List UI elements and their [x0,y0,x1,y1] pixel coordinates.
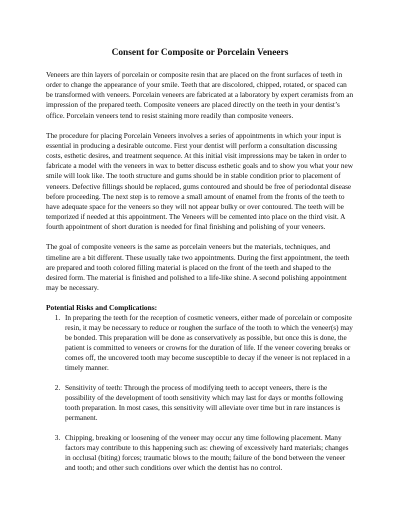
risk-item: 1. In preparing the teeth for the reception of cosmetic veneers, either made of porcelain or composite resin, it may be necessary to reduce or roughen the surface of the tooth to which the veneer(s) may be bonded. This preparation will be done as conservatively as possible, but once this is done, the patient is committed to veneers or crowns for the duration of life. If the veneer covering breaks or comes off, the uncovered tooth may become susceptible to decay if the veneer is not replaced in a timely manner. [62,313,354,373]
risk-item: 2. Sensitivity of teeth: Through the process of modifying teeth to accept veneers, there is the possibility of the development of tooth sensitivity which may last for days or months following tooth preparation. In most cases, this sensitivity will alleviate over time but in rare instances is permanent. [62,383,354,423]
risks-heading: Potential Risks and Complications: [46,303,158,313]
intro-paragraph: Veneers are thin layers of porcelain or composite resin that are placed on the front surfaces of teeth in order to change the appearance of your smile. Teeth that are discolored, chipped, rotated, or spaced can be transformed with veneers. Porcelain veneers are fabricated at a laboratory by expert ceramists from an impression of the prepared teeth. Composite veneers are placed directly on the teeth in your dentist’s office. Porcelain veneers tend to resist staining more readily than composite veneers. [46,70,354,120]
risk-item: 3. Chipping, breaking or loosening of the veneer may occur any time following placement. Many factors may contribute to this happening such as: chewing of excessively hard materials; changes in occlusal (biting) forces; traumatic blows to the mouth; failure of the bond between the veneer and tooth; and other such conditions over which the dentist has no control. [62,433,354,473]
risks-list [46,313,354,472]
procedure-paragraph: The procedure for placing Porcelain Veneers involves a series of appointments in which your input is essential in producing a desirable outcome. First your dentist will perform a consultation discussing costs, esthetic desires, and treatment sequence. At this initial visit impressions may be taken in order to fabricate a model with the veneers in wax to better discuss esthetic goals and to show you what your new smile will look like. The tooth structure and gums should be in stable condition prior to placement of veneers. Defective fillings should be replaced, gums contoured and should be free of periodontal disease before proceeding. The next step is to remove a small amount of enamel from the fronts of the teeth to have adequate space for the veneers so they will not appear bulky or over contoured. The teeth will be temporized if needed at this appointment. The Veneers will be cemented into place on the third visit. A fourth appointment of short duration is needed for final finishing and polishing of your veneers. [46,130,353,232]
document-title: Consent for Composite or Porcelain Veneers [111,48,289,58]
composite-paragraph: The goal of composite veneers is the same as porcelain veneers but the materials, techniques, and timeline are a bit different. These usually take two appointments. During the first appointment, the teeth are prepared and tooth colored filling material is placed on the front of the teeth and shaped to the desired form. The material is finished and polished to a life-like shine. A second polishing appointment may be necessary. [46,242,350,292]
